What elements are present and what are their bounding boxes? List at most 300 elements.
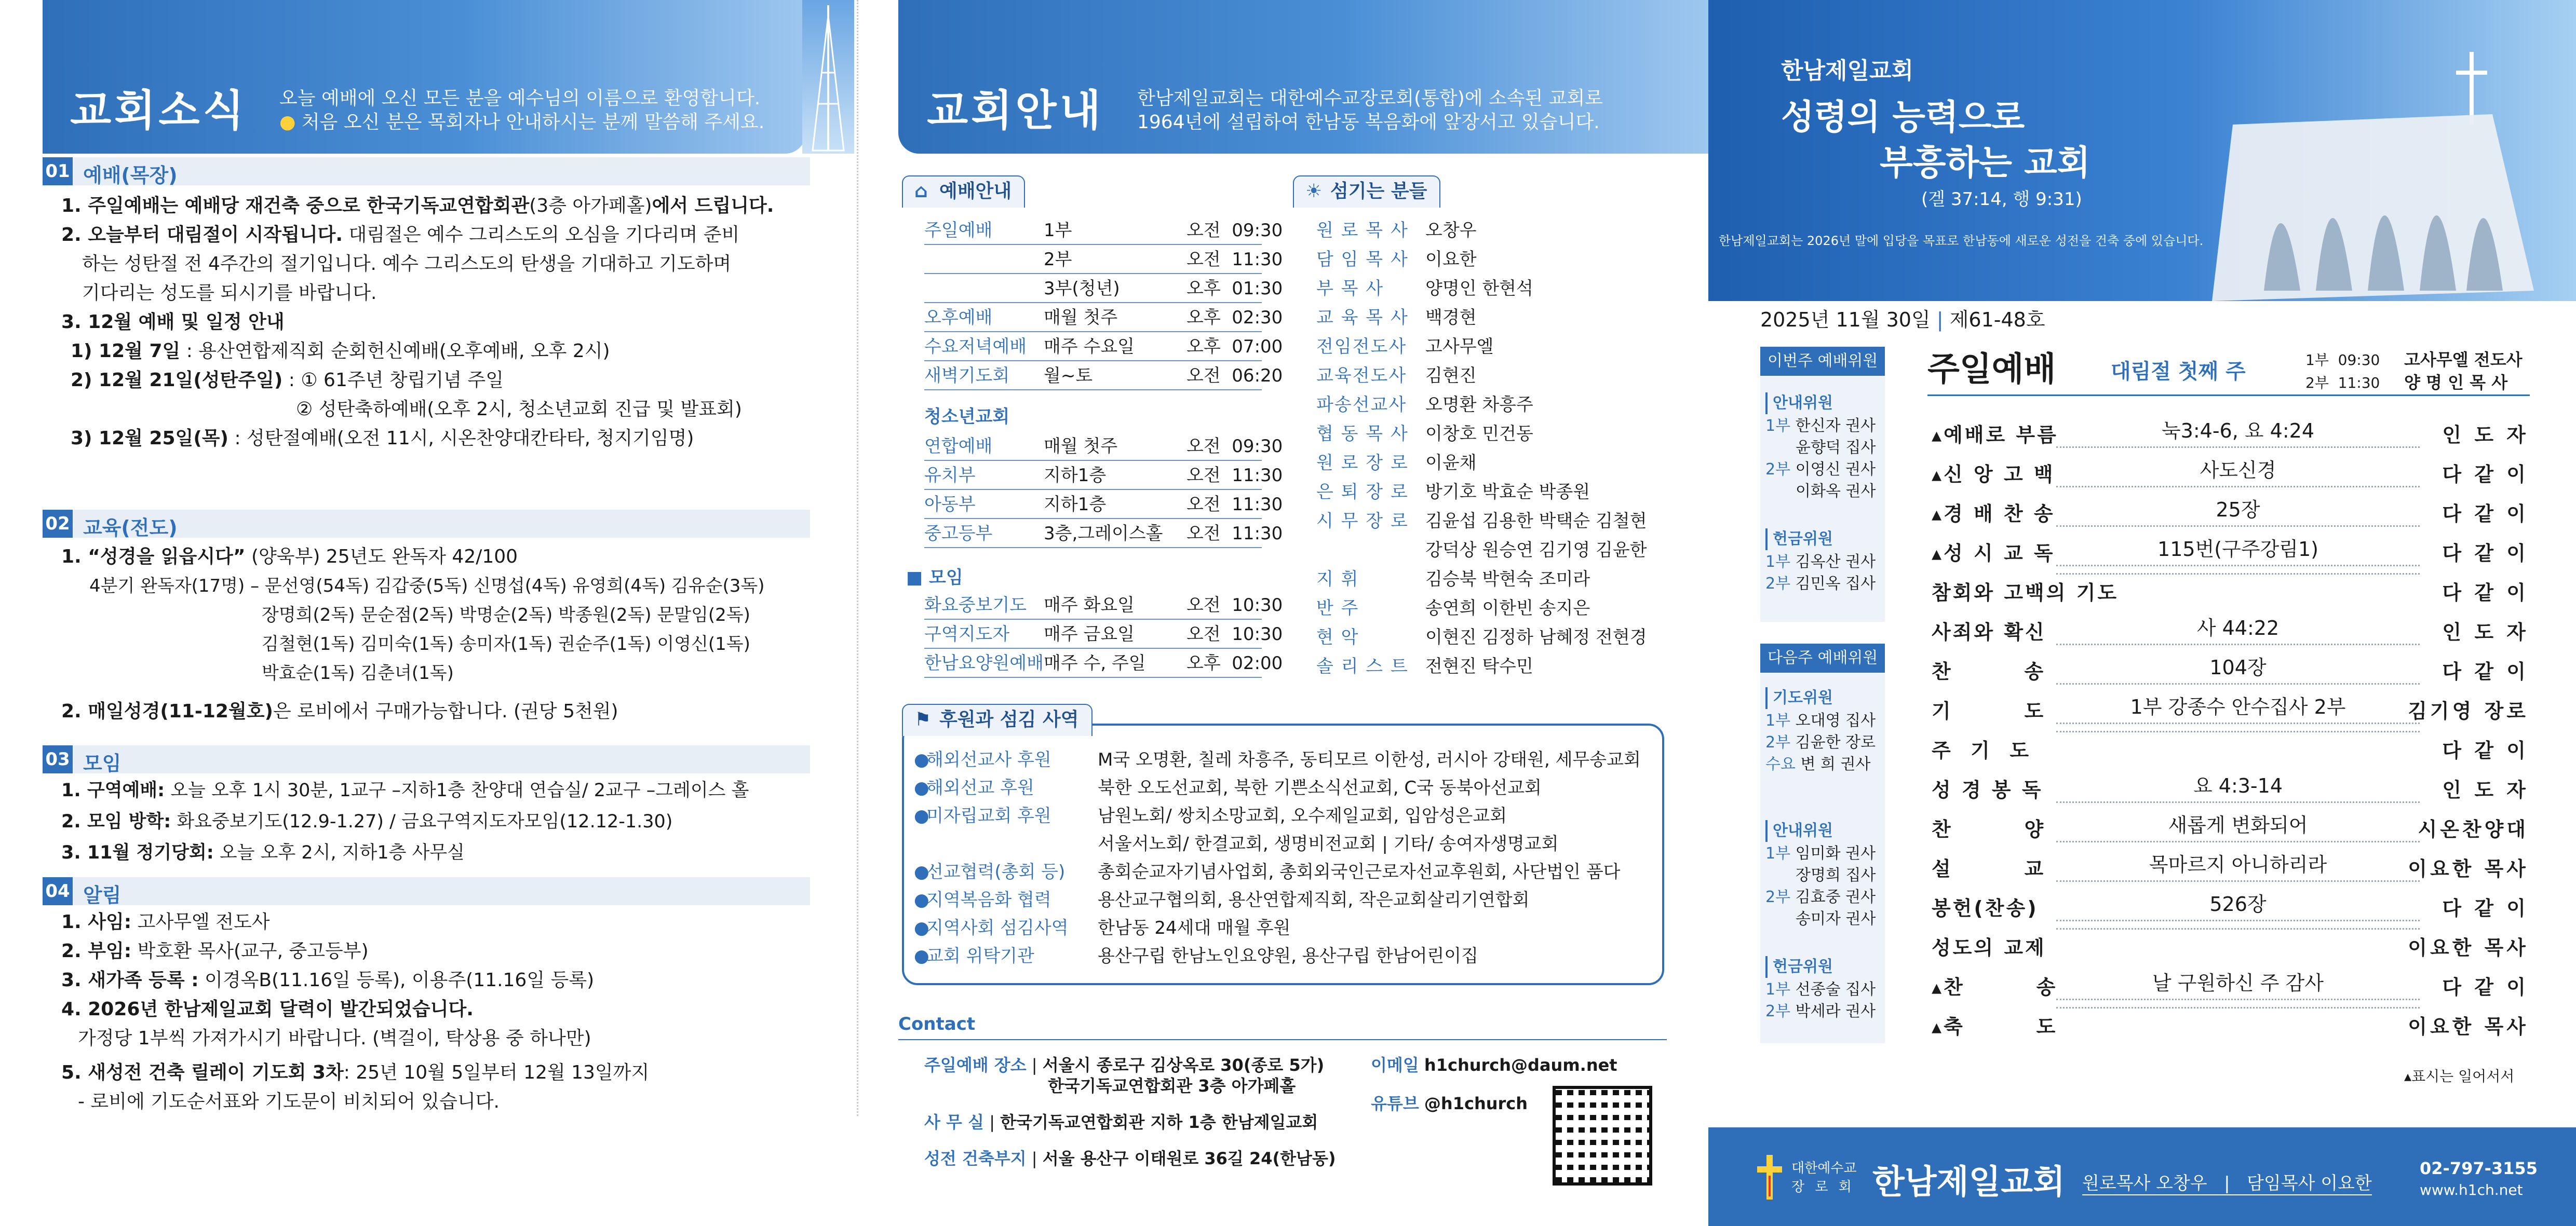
committee-entry: 송미자 권사	[1796, 910, 1876, 928]
contact-heading: Contact	[898, 1014, 976, 1034]
staff-heading: ☀ 섬기는 분들	[1293, 175, 1440, 208]
staff-row	[1316, 304, 1477, 331]
schedule-time: 오전 09:30	[1186, 220, 1283, 241]
committee-entry: 2부 이영신 권사	[1765, 460, 1876, 479]
staff-names: 이현진 김정하 남혜정 전현경	[1425, 627, 1647, 648]
sponsorship-text: 용산구립 한남노인요양원, 용산구립 한남어린이집	[1098, 946, 1478, 966]
schedule-row	[924, 650, 1283, 678]
bullet-icon: ●	[914, 918, 929, 938]
order-item	[1932, 928, 2529, 968]
home-icon: ⌂	[914, 181, 928, 202]
staff-row	[1316, 595, 1590, 622]
staff-names: 이창호 민건동	[1425, 424, 1533, 444]
sponsorship-row	[914, 747, 1641, 772]
order-item-leader: 다 같 이	[2442, 463, 2529, 486]
section-number: 04	[43, 877, 73, 905]
schedule-day: 매월 첫주	[1044, 307, 1118, 328]
order-item-leader: 이요한 목사	[2408, 936, 2529, 959]
schedule-time: 오전 09:30	[1186, 436, 1283, 457]
staff-row	[1316, 420, 1533, 447]
bullet-icon: ●	[914, 750, 929, 770]
schedule-time: 오후 02:30	[1186, 307, 1283, 328]
cross-logo-icon	[1755, 1155, 1784, 1200]
section-meetings	[43, 745, 810, 773]
order-item-content	[2056, 1007, 2420, 1009]
service-title: 주일예배	[1927, 350, 2056, 389]
meeting-heading: ■ 모임	[906, 567, 963, 588]
order-item	[1932, 968, 2529, 1007]
schedule-row	[924, 621, 1283, 649]
order-item-content: 1부 강종수 안수집사 2부	[2056, 691, 2420, 724]
header-tower-decoration	[802, 0, 854, 154]
section-label: 모임	[83, 752, 122, 775]
order-item-leader: 시온찬양대	[2418, 818, 2529, 841]
order-item-content: 날 구원하신 주 감사	[2056, 968, 2420, 1000]
contact-youtube[interactable]: 유튜브 @h1church	[1371, 1094, 1528, 1113]
committee-entry: 1부 임미화 권사	[1765, 844, 1876, 863]
schedule-name: 구역지도자	[924, 624, 1010, 645]
schedule-time: 오전 06:20	[1186, 365, 1283, 386]
sponsorship-row	[914, 944, 1478, 969]
usher-heading: 안내위원	[1765, 820, 1833, 842]
section-number: 02	[43, 510, 73, 538]
staff-role: 시 무 장 로	[1316, 511, 1409, 532]
sponsorship-text: 남원노회/ 쌍치소망교회, 오수제일교회, 입암성은교회	[1098, 806, 1507, 826]
notice-line: 장명희(2독) 문순점(2독) 박명순(2독) 박종원(2독) 문말임(2독)	[262, 605, 750, 625]
notice-line: 1. 구역예배: 오늘 오후 1시 30분, 1교구 –지하1층 찬양대 연습실/ 2교구 –그레이스 홀	[61, 780, 749, 801]
notice-line: 1. 주일예배는 예배당 재건축 중으로 한국기독교연합회관(3층 아가페홀)에서 드립니다.	[61, 195, 774, 216]
order-item-name: ▴예배로 부름	[1932, 424, 2058, 446]
schedule-time: 오전 11:30	[1186, 249, 1283, 270]
order-item-leader: 인 도 자	[2442, 424, 2529, 446]
order-item	[1932, 691, 2529, 731]
slogan-line2: 부흥하는 교회	[1880, 143, 2091, 183]
staff-role: 은 퇴 장 로	[1316, 482, 1409, 502]
staff-role: 담 임 목 사	[1316, 249, 1409, 270]
section-notices	[43, 877, 810, 905]
order-item	[1932, 415, 2529, 455]
schedule-day: 1부	[1044, 220, 1072, 241]
schedule-name: 한남요양원예배	[924, 653, 1044, 674]
fold-divider	[857, 0, 859, 1116]
schedule-name: 아동부	[924, 494, 976, 515]
order-item-leader: 인 도 자	[2442, 621, 2529, 644]
staff-role: 지 휘	[1316, 569, 1359, 590]
order-item-content: 526장	[2056, 889, 2420, 921]
notice-line: 4분기 완독자(17명) – 문선영(54독) 김갑중(5독) 신명섭(4독) 유영희(4독) 김유순(3독)	[89, 576, 765, 596]
schedule-name: 연합예배	[924, 436, 993, 457]
footer-phone: 02-797-3155	[2420, 1159, 2538, 1178]
staff-role: 원 로 장 로	[1316, 453, 1409, 473]
section-label: 알림	[83, 884, 122, 907]
schedule-day: 2부	[1044, 249, 1072, 270]
order-item	[1932, 770, 2529, 810]
staff-row	[1316, 246, 1477, 273]
schedule-time: 오전 11:30	[1186, 494, 1283, 515]
notice-line: 5. 새성전 건축 릴레이 기도회 3차: 25년 10월 5일부터 12월 13일까지	[61, 1062, 650, 1083]
staff-row	[1316, 566, 1590, 593]
sponsorship-row	[914, 888, 1530, 912]
contact-site: 성전 건축부지 | 서울 용산구 이태원로 36길 24(한남동)	[924, 1149, 1336, 1168]
contact-place: 주일예배 장소 | 서울시 종로구 김상옥로 30(종로 5가)	[924, 1055, 1325, 1075]
staff-names: 송연희 이한빈 송지은	[1425, 598, 1590, 619]
verse-ref: (겔 37:14, 행 9:31)	[1921, 189, 2082, 210]
order-item-name: 성 경 봉 독	[1932, 779, 2043, 801]
notice-line: 기다리는 성도를 되시기를 바랍니다.	[82, 282, 377, 304]
schedule-row	[924, 246, 1283, 274]
schedule-day: 지하1층	[1044, 465, 1107, 486]
staff-row	[1316, 391, 1533, 418]
schedule-name: 중고등부	[924, 523, 993, 544]
order-item-name: 설 교	[1932, 857, 2046, 880]
schedule-row	[924, 304, 1283, 332]
order-item-name: ▴경 배 찬 송	[1932, 502, 2055, 525]
order-item-name: 사죄와 확신	[1932, 621, 2046, 644]
schedule-row	[924, 433, 1283, 461]
sponsorship-text: M국 오명환, 칠레 차흥주, 동티모르 이한성, 러시아 강태원, 세무송교회	[1098, 750, 1641, 770]
staff-names: 김현진	[1425, 365, 1477, 386]
staff-role: 협 동 목 사	[1316, 424, 1409, 444]
flag-icon: ⚑	[914, 709, 932, 730]
sponsorship-label: 선교협력(총회 등)	[926, 862, 1066, 882]
bullet-icon: ●	[914, 946, 929, 966]
staff-role: 원 로 목 사	[1316, 220, 1409, 241]
order-item	[1932, 494, 2529, 534]
order-item-content: 사도신경	[2056, 455, 2420, 487]
section-number: 03	[43, 745, 73, 773]
schedule-time: 오전 11:30	[1186, 523, 1283, 544]
order-item-leader: 다 같 이	[2442, 739, 2529, 762]
staff-role: 부 목 사	[1316, 278, 1384, 299]
notice-line: - 로비에 기도순서표와 기도문이 비치되어 있습니다.	[78, 1091, 500, 1112]
staff-names: 오창우	[1425, 220, 1477, 241]
page-title: 교회소식	[70, 86, 247, 135]
intro-line: 1964년에 설립하여 한남동 복음화에 앞장서고 있습니다.	[1137, 112, 1600, 133]
schedule-day: 매주 금요일	[1044, 624, 1135, 645]
schedule-day: 매월 첫주	[1044, 436, 1118, 457]
offering-heading: 헌금위원	[1765, 956, 1833, 978]
sponsorship-text: 북한 오도선교회, 북한 기쁜소식선교회, C국 동북아선교회	[1098, 778, 1542, 798]
notice-line: 김철현(1독) 김미숙(1독) 송미자(1독) 권순주(1독) 이영신(1독)	[262, 634, 750, 655]
bulletin-date: 2025년 11월 30일 | 제61-48호	[1760, 308, 2045, 331]
service-underline	[1927, 394, 2530, 396]
schedule-name: 오후예배	[924, 307, 993, 328]
sponsorship-label: 지역사회 섬김사역	[926, 918, 1069, 938]
schedule-row	[924, 275, 1283, 303]
schedule-time: 오후 01:30	[1186, 278, 1283, 299]
sponsorship-label: 해외선교 후원	[926, 778, 1034, 798]
committee-entry: 2부 박세라 권사	[1765, 1002, 1876, 1020]
footer-pastors: 원로목사 오창우 | 담임목사 이요한	[2082, 1169, 2372, 1195]
order-item	[1932, 731, 2529, 770]
schedule-row	[924, 462, 1283, 490]
offering-heading: 헌금위원	[1765, 528, 1833, 550]
committee-entry: 1부 김옥산 권사	[1765, 553, 1876, 571]
welcome-line: 오늘 예배에 오신 모든 분을 예수님의 이름으로 환영합니다.	[279, 88, 761, 109]
contact-email[interactable]: 이메일 h1church@daum.net	[1371, 1055, 1617, 1075]
staff-row	[1316, 333, 1493, 360]
sponsorship-label: 해외선교사 후원	[926, 750, 1051, 770]
section-education	[43, 510, 810, 538]
qr-code[interactable]	[1553, 1086, 1652, 1186]
notice-line: 3) 12월 25일(목) : 성탄절예배(오전 11시, 시온찬양대칸타타, 청지기임명)	[71, 428, 694, 449]
sponsorship-row	[914, 803, 1507, 828]
order-item-name: ▴축 도	[1932, 1015, 2058, 1038]
usher-heading: 안내위원	[1765, 392, 1833, 414]
service-time-1: 1부 09:30	[2305, 351, 2380, 369]
notice-line: 1. 사임: 고사무엘 전도사	[61, 911, 270, 933]
footer-website[interactable]: www.h1ch.net	[2420, 1181, 2523, 1198]
order-item-content: 115번(구주강림1)	[2056, 534, 2420, 566]
next-week-heading: 다음주 예배위원	[1760, 644, 1885, 673]
bullet-icon: ●	[914, 778, 929, 798]
schedule-row	[924, 217, 1283, 245]
notice-line: 박효순(1독) 김춘녀(1독)	[262, 663, 454, 684]
committee-entry: 윤향덕 집사	[1796, 439, 1876, 457]
staff-names: 고사무엘	[1425, 336, 1494, 357]
schedule-day: 3층,그레이스홀	[1044, 523, 1163, 544]
contact-underline	[898, 1039, 1667, 1040]
schedule-name: 화요중보기도	[924, 595, 1027, 616]
notice-line: 2) 12월 21일(성탄주일) : ① 61주년 창립기념 주일	[71, 370, 504, 391]
order-item-leader: 김기영 장로	[2408, 700, 2529, 723]
order-item-name: ▴성 시 교 독	[1932, 542, 2055, 565]
order-item-leader: 이요한 목사	[2408, 1015, 2529, 1038]
notice-line: 3. 12월 예배 및 일정 안내	[61, 311, 285, 333]
church-building-illustration	[2202, 21, 2565, 301]
schedule-day: 3부(청년)	[1044, 278, 1120, 299]
staff-names: 김승북 박현숙 조미라	[1425, 569, 1590, 590]
sponsorship-row	[914, 832, 1558, 856]
schedule-row	[924, 333, 1283, 361]
contact-office: 사 무 실 | 한국기독교연합회관 지하 1층 한남제일교회	[924, 1112, 1318, 1132]
notice-line: 2. 부임: 박호환 목사(교구, 중고등부)	[61, 941, 369, 962]
notice-line: 2. 오늘부터 대림절이 시작됩니다. 대림절은 예수 그리스도의 오심을 기다리며 준비	[61, 224, 740, 246]
schedule-time: 오전 10:30	[1186, 624, 1283, 645]
staff-names: 이윤채	[1425, 453, 1477, 473]
intro-line: 한남제일교회는 대한예수교장로회(통합)에 소속된 교회로	[1137, 88, 1603, 109]
order-item-content	[2056, 731, 2420, 732]
schedule-day: 월~토	[1044, 365, 1093, 386]
order-item-name: ▴신 앙 고 백	[1932, 463, 2055, 486]
committee-entry: 장명희 집사	[1796, 866, 1876, 884]
order-item	[1932, 1007, 2529, 1046]
footer-org1: 대한예수교	[1791, 1161, 1857, 1176]
bullet-icon: ●	[279, 112, 296, 133]
notice-line: ② 성탄축하예배(오후 2시, 청소년교회 진급 및 발표회)	[296, 399, 742, 420]
schedule-time: 오전 11:30	[1186, 465, 1283, 486]
order-item	[1932, 455, 2529, 494]
staff-names: 백경현	[1425, 307, 1477, 328]
youth-heading: 청소년교회	[924, 406, 1010, 427]
schedule-time: 오후 07:00	[1186, 336, 1283, 357]
sponsorship-row	[914, 916, 1290, 941]
sponsorship-heading: ⚑ 후원과 섬김 사역	[902, 704, 1093, 736]
schedule-name: 수요저녁예배	[924, 336, 1027, 357]
staff-row	[1316, 624, 1647, 651]
stand-note: ▴표시는 일어서서	[2404, 1068, 2515, 1085]
order-item-name: 성도의 교제	[1932, 936, 2046, 959]
schedule-day: 매주 수요일	[1044, 336, 1135, 357]
staff-role: 교 육 목 사	[1316, 307, 1409, 328]
square-icon: ■	[906, 567, 929, 588]
committee-entry: 이화옥 권사	[1796, 482, 1876, 500]
bullet-icon: ●	[914, 806, 929, 826]
staff-names: 방기호 박효순 박종원	[1425, 482, 1590, 502]
staff-row	[1316, 508, 1647, 535]
committee-entry: 1부 한신자 권사	[1765, 417, 1876, 435]
sponsorship-row	[914, 775, 1542, 800]
section-label: 교육(전도)	[83, 516, 178, 539]
order-item-name: 주 기 도	[1932, 739, 2031, 762]
order-item	[1932, 573, 2529, 612]
order-item-content: 사 44:22	[2056, 612, 2420, 645]
newcomer-line: ● 처음 오신 분은 목회자나 안내하시는 분께 말씀해 주세요.	[279, 112, 765, 133]
sponsorship-label: 지역복음화 협력	[926, 890, 1051, 910]
schedule-day: 매주 화요일	[1044, 595, 1135, 616]
notice-line: 3. 새가족 등록 : 이경옥B(11.16일 등록), 이용주(11.16일 등록)	[61, 970, 595, 991]
order-item-leader: 다 같 이	[2442, 542, 2529, 565]
order-item-leader: 인 도 자	[2442, 779, 2529, 801]
order-item-name: ▴찬 송	[1932, 976, 2058, 999]
footer-church-name: 한남제일교회	[1872, 1163, 2065, 1202]
order-item	[1932, 612, 2529, 652]
sponsorship-text: 서울서노회/ 한결교회, 생명비전교회 | 기타/ 송여자생명교회	[1098, 834, 1559, 854]
order-item-leader: 다 같 이	[2442, 976, 2529, 999]
staff-row	[1316, 537, 1647, 564]
notice-line: 2. 모임 방학: 화요중보기도(12.9-1.27) / 금요구역지도자모임(12.12-1.30)	[61, 811, 673, 832]
church-building-icon	[2202, 21, 2565, 301]
order-item	[1932, 889, 2529, 928]
staff-role: 반 주	[1316, 598, 1359, 619]
prayer-heading: 기도위원	[1765, 687, 1833, 709]
sponsorship-text: 용산교구협의회, 용산연합제직회, 작은교회살리기연합회	[1098, 890, 1530, 910]
order-item	[1932, 810, 2529, 849]
order-item-name: 기 도	[1932, 700, 2046, 723]
order-item-content: 104장	[2056, 652, 2420, 685]
staff-role: 전임전도사	[1316, 336, 1407, 357]
bullet-icon: ●	[914, 890, 929, 910]
staff-names: 전현진 탁수민	[1425, 656, 1533, 677]
schedule-time: 오후 02:00	[1186, 653, 1283, 674]
banner-note: 한남제일교회는 2026년 말에 입당을 목표로 한남동에 새로운 성전을 건축 중에 있습니다.	[1719, 234, 2204, 248]
order-item-name: 찬 양	[1932, 818, 2046, 841]
order-item-content	[2056, 928, 2420, 930]
order-item-leader: 다 같 이	[2442, 660, 2529, 683]
schedule-row	[924, 592, 1283, 620]
this-week-heading: 이번주 예배위원	[1760, 347, 1885, 376]
service-subtitle: 대림절 첫째 주	[2111, 360, 2246, 384]
schedule-day: 지하1층	[1044, 494, 1107, 515]
sponsorship-row	[914, 860, 1621, 884]
committee-entry: 2부 김효중 권사	[1765, 888, 1876, 906]
order-item-content: 목마르지 아니하리라	[2056, 849, 2420, 882]
staff-names: 오명환 차흥주	[1425, 394, 1533, 415]
staff-role: 현 악	[1316, 627, 1359, 648]
committee-entry: 2부 김윤한 장로	[1765, 733, 1876, 752]
schedule-name: 주일예배	[924, 220, 993, 241]
staff-row	[1316, 275, 1533, 302]
order-item-content: 눅3:4-6, 요 4:24	[2056, 415, 2420, 448]
order-item-leader: 다 같 이	[2442, 502, 2529, 525]
slogan-line1: 성령의 능력으로	[1781, 97, 2025, 137]
sponsorship-text: 총회순교자기념사업회, 총회외국인근로자선교후원회, 사단법인 품다	[1098, 862, 1621, 882]
church-name: 한남제일교회	[1781, 58, 1914, 84]
notice-line: 3. 11월 정기당회: 오늘 오후 2시, 지하1층 사무실	[61, 842, 465, 863]
staff-row	[1316, 653, 1533, 680]
contact-place2: 한국기독교연합회관 3층 아가페홀	[1048, 1076, 1296, 1096]
schedule-time: 오전 10:30	[1186, 595, 1283, 616]
schedule-day: 매주 수, 주일	[1044, 653, 1146, 674]
footer-org2: 장 로 회	[1791, 1179, 1855, 1195]
service-time-2: 2부 11:30	[2305, 374, 2380, 391]
notice-line: 1. “성경을 읽읍시다” (양욱부) 25년도 완독자 42/100	[61, 546, 518, 567]
committee-entry: 1부 선종술 집사	[1765, 980, 1876, 999]
notice-line: 하는 성탄절 전 4주간의 절기입니다. 예수 그리스도의 탄생을 기대하고 기도하며	[82, 253, 732, 275]
section-number: 01	[43, 157, 73, 185]
service-preacher-2: 양 명 인 목 사	[2404, 373, 2508, 392]
order-item-leader: 이요한 목사	[2408, 857, 2529, 880]
notice-line: 4. 2026년 한남제일교회 달력이 발간되었습니다.	[61, 999, 474, 1020]
guide-title: 교회안내	[927, 86, 1104, 135]
section-label: 예배(목장)	[83, 164, 178, 187]
order-item	[1932, 534, 2529, 573]
schedule-name: 새벽기도회	[924, 365, 1010, 386]
worship-guide-heading: ⌂ 예배안내	[902, 175, 1025, 208]
staff-names: 이요한	[1425, 249, 1477, 270]
order-item-name: 참회와 고백의 기도	[1932, 581, 2119, 604]
staff-row	[1316, 217, 1477, 244]
staff-names: 강덕상 원승연 김기영 김윤한	[1425, 540, 1647, 561]
order-item-content	[2056, 573, 2420, 575]
notice-line: 2. 매일성경(11-12월호)은 로비에서 구매가능합니다. (권당 5천원)	[61, 701, 618, 722]
staff-row	[1316, 449, 1477, 476]
order-item-content: 요 4:3-14	[2056, 770, 2420, 803]
staff-names: 김윤섭 김용한 박택순 김철현	[1425, 511, 1647, 532]
order-item-content: 25장	[2056, 494, 2420, 527]
service-preacher-1: 고사무엘 전도사	[2404, 350, 2523, 370]
schedule-name: 유치부	[924, 465, 976, 486]
section-worship	[43, 157, 810, 185]
committee-entry: 수요 변 희 권사	[1765, 755, 1871, 773]
staff-role: 파송선교사	[1316, 394, 1407, 415]
sun-icon: ☀	[1305, 181, 1323, 202]
staff-names: 양명인 한현석	[1425, 278, 1533, 299]
sponsorship-text: 한남동 24세대 매월 후원	[1098, 918, 1291, 938]
order-item-leader: 다 같 이	[2442, 897, 2529, 920]
schedule-row	[924, 362, 1283, 390]
schedule-row	[924, 520, 1283, 548]
order-item-leader: 다 같 이	[2442, 581, 2529, 604]
committee-entry: 2부 김민옥 집사	[1765, 575, 1876, 593]
order-item-content: 새롭게 변화되어	[2056, 810, 2420, 842]
sponsorship-label: 교회 위탁기관	[926, 946, 1034, 966]
notice-line: 가정당 1부씩 가져가시기 바랍니다. (벽걸이, 탁상용 중 하나만)	[78, 1028, 591, 1049]
bullet-icon: ●	[914, 862, 929, 882]
order-item	[1932, 849, 2529, 889]
staff-row	[1316, 362, 1477, 389]
schedule-row	[924, 491, 1283, 519]
staff-row	[1316, 479, 1590, 506]
sponsorship-label: 미자립교회 후원	[926, 806, 1051, 826]
notice-line: 1) 12월 7일 : 용산연합제직회 순회헌신예배(오후예배, 오후 2시)	[71, 340, 610, 362]
order-item-name: 찬 송	[1932, 660, 2046, 683]
tower-icon	[802, 0, 854, 154]
order-item-name: 봉헌(찬송)	[1932, 897, 2039, 920]
order-item	[1932, 652, 2529, 691]
staff-role: 솔 리 스 트	[1316, 656, 1409, 677]
committee-entry: 1부 오대영 집사	[1765, 712, 1876, 730]
